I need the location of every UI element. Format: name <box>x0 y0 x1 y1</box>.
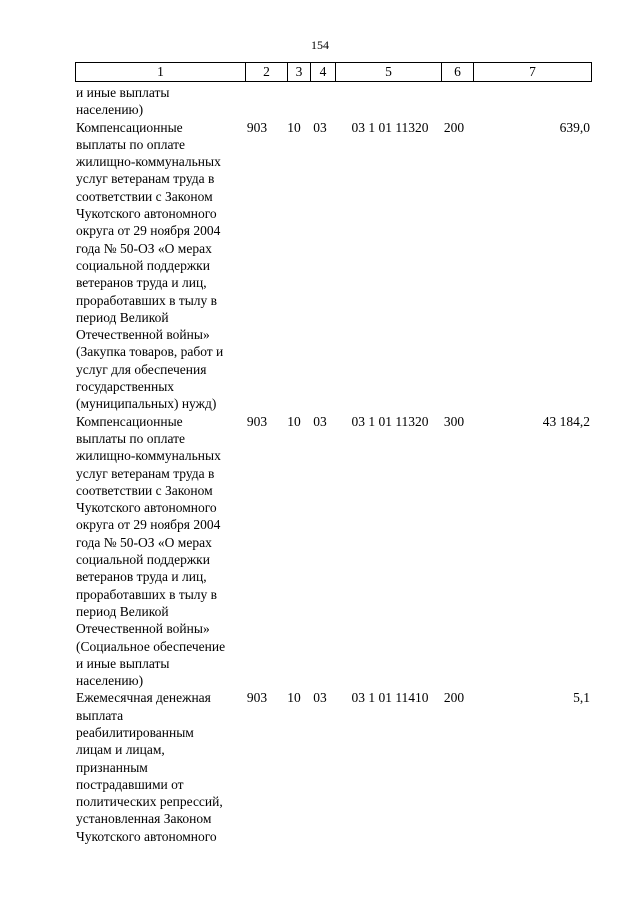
column-header-4: 4 <box>311 63 336 82</box>
row-ministry-code: 903 <box>246 413 268 429</box>
row-ministry-code: 903 <box>246 119 268 135</box>
row-ministry-code: 903 <box>246 690 268 706</box>
column-header-1: 1 <box>76 63 246 82</box>
row-amount: 43 184,2 <box>542 413 590 429</box>
column-header-table <box>75 62 592 82</box>
column-header-7: 7 <box>474 63 592 82</box>
row-amount: 5,1 <box>573 690 590 706</box>
row-section-code: 10 <box>287 413 301 429</box>
row-section-code: 10 <box>287 690 301 706</box>
table-row <box>75 84 595 119</box>
row-subsection-code: 03 <box>313 413 327 429</box>
column-header-3: 3 <box>288 63 311 82</box>
column-header-5: 5 <box>336 63 442 82</box>
row-expense-type: 200 <box>443 119 465 135</box>
row-subsection-code: 03 <box>313 690 327 706</box>
page-number: 154 <box>311 38 329 52</box>
budget-rows <box>75 84 595 845</box>
row-section-code: 10 <box>287 119 301 135</box>
row-description: Компенсационные выплаты по оплате жилищно-коммунальных услуг ветеранам труда в соответствии с Законом Чукотского автономного округа от 29 ноября 2004 года № 50-ОЗ «О мерах социальной поддержки ветеранов труда и лиц, проработавших в тылу в период Великой Отечественной войны» (Закупка товаров, работ и услуг для обеспечения государственных (муниципальных) нужд) <box>76 119 224 412</box>
column-header-row <box>76 63 592 82</box>
table-row <box>75 119 595 413</box>
row-amount: 639,0 <box>559 119 590 135</box>
row-target-article: 03 1 01 11320 <box>351 119 429 135</box>
column-header-6: 6 <box>442 63 474 82</box>
row-description: и иные выплаты населению) <box>76 85 170 118</box>
row-subsection-code: 03 <box>313 119 327 135</box>
row-description: Компенсационные выплаты по оплате жилищно-коммунальных услуг ветеранам труда в соответствии с Законом Чукотского автономного округа от 29 ноября 2004 года № 50-ОЗ «О мерах социальной поддержки ветеранов труда и лиц, проработавших в тылу в период Великой Отечественной войны» (Социальное обеспечение и иные выплаты населению) <box>76 413 226 689</box>
row-expense-type: 200 <box>443 690 465 706</box>
column-header-2: 2 <box>246 63 288 82</box>
row-target-article: 03 1 01 11320 <box>351 413 429 429</box>
row-description: Ежемесячная денежная выплата реабилитированным лицам и лицам, признанным пострадавшими от политических репрессий, установленная Законом Чукотского автономного <box>76 690 223 844</box>
table-row <box>75 413 595 690</box>
table-row <box>75 689 595 845</box>
row-expense-type: 300 <box>443 413 465 429</box>
row-target-article: 03 1 01 11410 <box>351 690 429 706</box>
